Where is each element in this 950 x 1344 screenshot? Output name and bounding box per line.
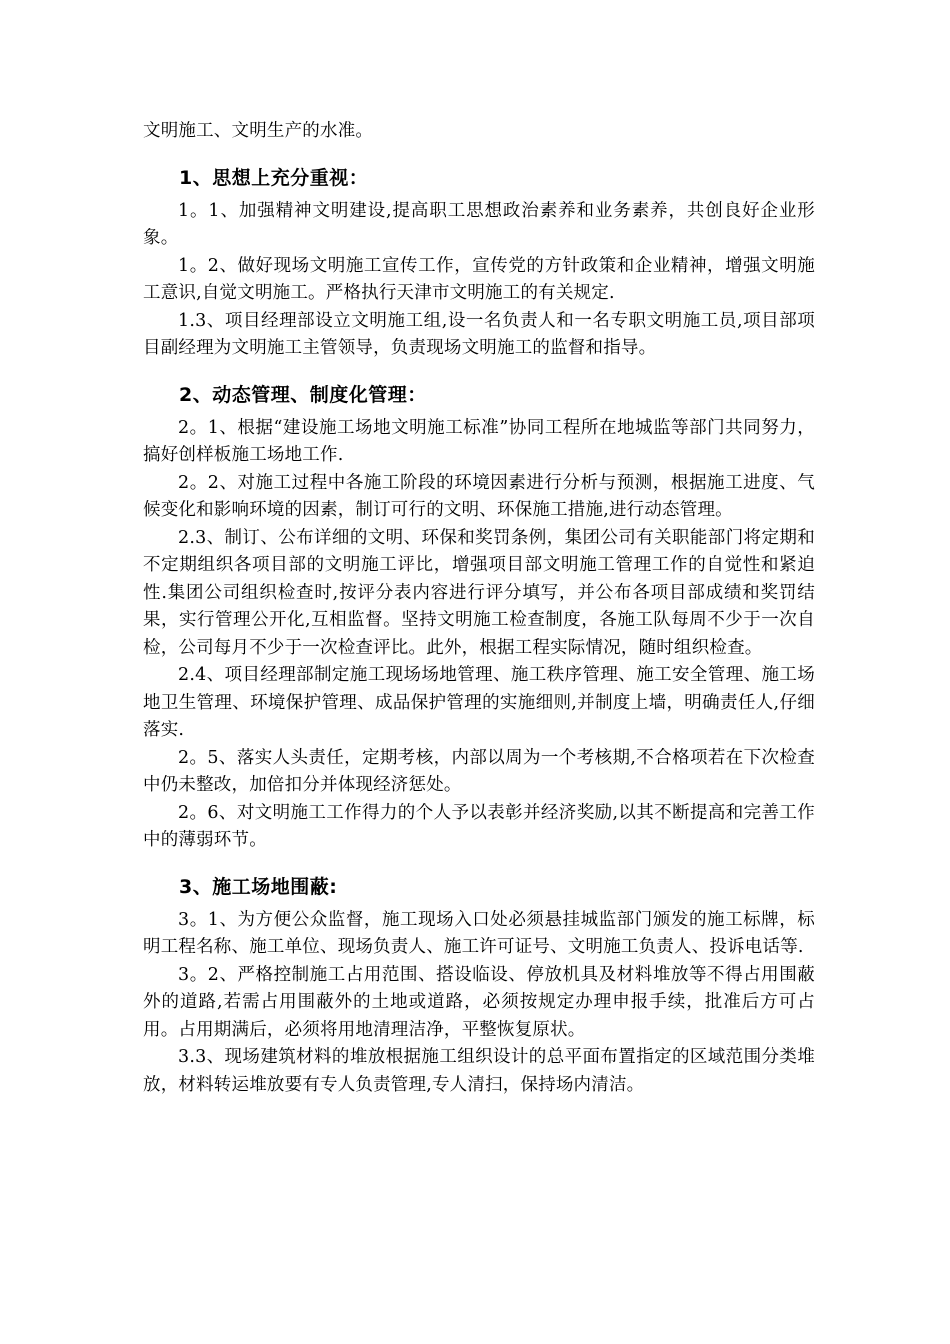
section-1 [143, 164, 815, 363]
section-heading: 2、动态管理、制度化管理： [179, 383, 427, 406]
paragraph-3-2: 3。2、严格控制施工占用范围、搭设临设、停放机具及材料堆放等不得占用围蔽外的道路,若需占用围蔽外的土地或道路，必须按规定办理申报手续，批准后方可占用。占用期满后，必须将用地清理洁净，平整恢复原状。 [143, 964, 815, 1040]
paragraph-1-1: 1。1、加强精神文明建设,提高职工思想政治素养和业务素养，共创良好企业形象。 [143, 200, 815, 248]
paragraph-1-2: 1。2、做好现场文明施工宣传工作，宣传党的方针政策和企业精神，增强文明施工意识,自觉文明施工。严格执行天津市文明施工的有关规定. [143, 255, 815, 303]
document-page [143, 118, 815, 1099]
section-2 [143, 381, 815, 855]
paragraph-3-1: 3。1、为方便公众监督，施工现场入口处必须悬挂城监部门颁发的施工标牌，标明工程名称、施工单位、现场负责人、施工许可证号、文明施工负责人、投诉电话等. [143, 909, 815, 957]
section-heading: 1、思想上充分重视： [179, 166, 369, 189]
paragraph-2-5: 2。5、落实人头责任，定期考核，内部以周为一个考核期,不合格项若在下次检查中仍未整改，加倍扣分并体现经济惩处。 [143, 747, 815, 795]
section-heading: 3、施工场地围蔽: [179, 875, 338, 898]
intro-paragraph: 文明施工、文明生产的水准。 [143, 121, 374, 141]
paragraph-2-3: 2.3、制订、公布详细的文明、环保和奖罚条例，集团公司有关职能部门将定期和不定期组织各项目部的文明施工评比，增强项目部文明施工管理工作的自觉性和紧迫性.集团公司组织检查时,按评分表内容进行评分填写，并公布各项目部成绩和奖罚结果，实行管理公开化,互相监督。坚持文明施工检查制度，各施工队每周不少于一次自检，公司每月不少于一次检查评比。此外，根据工程实际情况，随时组织检查。 [143, 527, 815, 658]
paragraph-2-4: 2.4、项目经理部制定施工现场场地管理、施工秩序管理、施工安全管理、施工场地卫生管理、环境保护管理、成品保护管理的实施细则,并制度上墙，明确责任人,仔细落实. [143, 665, 815, 740]
paragraph-2-1: 2。1、根据“建设施工场地文明施工标准”协同工程所在地城监等部门共同努力，搞好创样板施工场地工作. [143, 417, 815, 465]
section-3 [143, 873, 815, 1100]
paragraph-2-6: 2。6、对文明施工工作得力的个人予以表彰并经济奖励,以其不断提高和完善工作中的薄弱环节。 [143, 802, 815, 850]
paragraph-1-3: 1.3、项目经理部设立文明施工组,设一名负责人和一名专职文明施工员,项目部项目副经理为文明施工主管领导，负责现场文明施工的监督和指导。 [143, 310, 815, 358]
paragraph-2-2: 2。2、对施工过程中各施工阶段的环境因素进行分析与预测，根据施工进度、气候变化和影响环境的因素，制订可行的文明、环保施工措施,进行动态管理。 [143, 472, 815, 520]
paragraph-3-3: 3.3、现场建筑材料的堆放根据施工组织设计的总平面布置指定的区域范围分类堆放，材料转运堆放要有专人负责管理,专人清扫，保持场内清洁。 [143, 1047, 815, 1095]
